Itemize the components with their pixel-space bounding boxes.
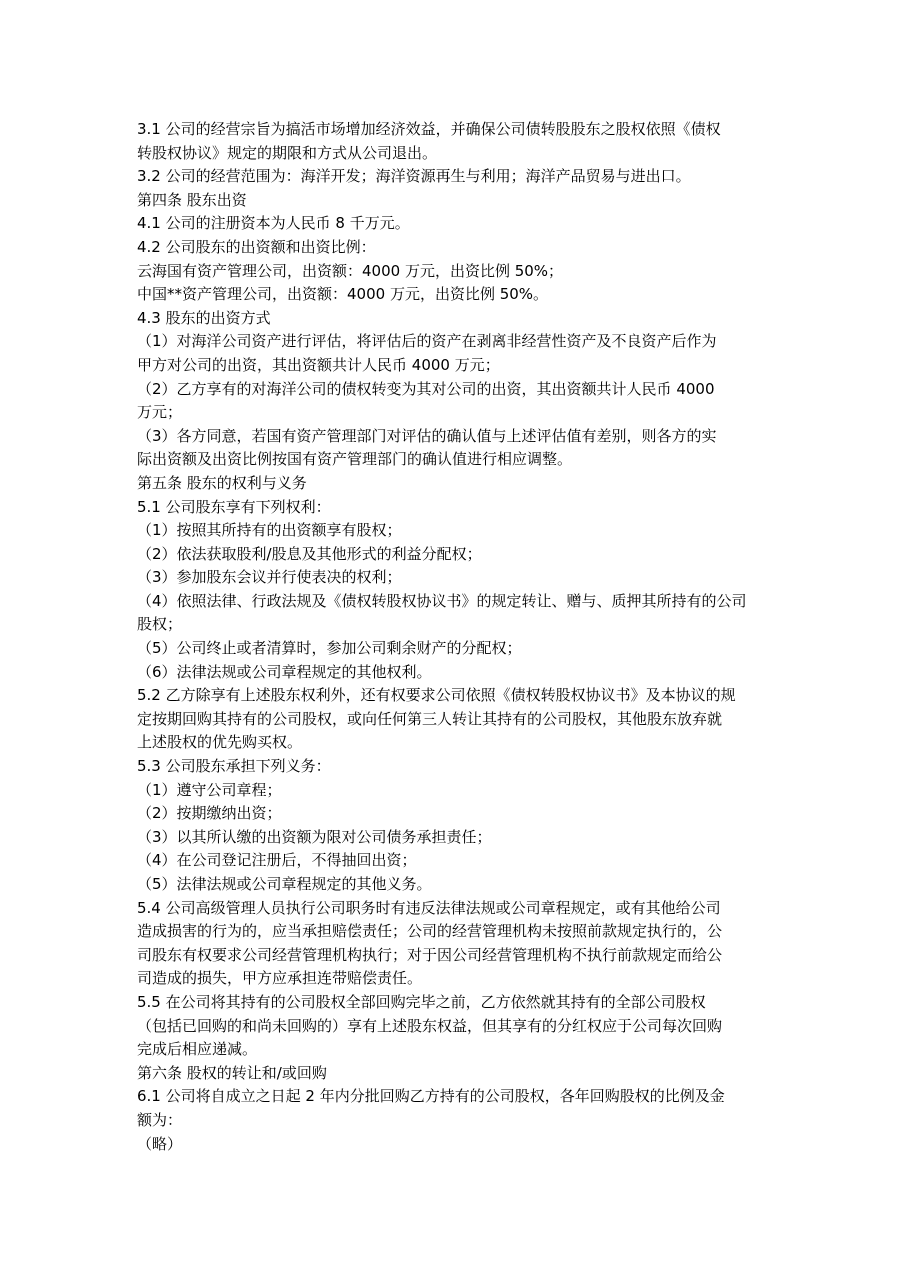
text-line-43: 额为： (137, 1110, 183, 1129)
section-heading-article-6: 第六条 股权的转让和/或回购 (137, 1063, 327, 1082)
text-line-1: 3.1 公司的经营宗旨为搞活市场增加经济效益，并确保公司债转股股东之股权依照《债权 (137, 120, 721, 138)
text-line-23: （5）公司终止或者清算时，参加公司剩余财产的分配权； (137, 639, 522, 658)
text-line-36: 司股东有权要求公司经营管理机构执行；对于因公司经营管理机构不执行前款规定而给公 (137, 945, 723, 964)
text-line-28: 5.3 公司股东承担下列义务： (137, 757, 331, 776)
section-heading-article-4: 第四条 股东出资 (137, 190, 247, 209)
text-line-29: （1）遵守公司章程； (137, 780, 282, 799)
text-line-34: 5.4 公司高级管理人员执行公司职务时有违反法律法规或公司章程规定，或有其他给公司 (137, 898, 721, 917)
text-line-44: （略） (137, 1134, 183, 1153)
section-heading-article-5: 第五条 股东的权利与义务 (137, 473, 307, 492)
text-line-8: 中国**资产管理公司，出资额：4000 万元，出资比例 50%。 (137, 285, 549, 304)
text-line-5: 4.1 公司的注册资本为人民币 8 千万元。 (137, 214, 410, 233)
text-line-30: （2）按期缴纳出资； (137, 804, 282, 823)
text-line-19: （2）依法获取股利/股息及其他形式的利益分配权； (137, 544, 482, 563)
text-line-32: （4）在公司登记注册后，不得抽回出资； (137, 851, 417, 870)
text-line-39: （包括已回购的和尚未回购的）享有上述股东权益，但其享有的分红权应于公司每次回购 (137, 1016, 723, 1035)
text-line-7: 云海国有资产管理公司，出资额：4000 万元，出资比例 50%； (137, 261, 564, 280)
text-line-15: 际出资额及出资比例按国有资产管理部门的确认值进行相应调整。 (137, 450, 573, 469)
text-line-3: 3.2 公司的经营范围为：海洋开发；海洋资源再生与利用；海洋产品贸易与进出口。 (137, 167, 691, 186)
text-line-33: （5）法律法规或公司章程规定的其他义务。 (137, 875, 432, 893)
text-line-20: （3）参加股东会议并行使表决的权利； (137, 568, 402, 587)
text-line-31: （3）以其所认缴的出资额为限对公司债务承担责任； (137, 827, 492, 846)
text-line-37: 司造成的损失，甲方应承担连带赔偿责任。 (137, 969, 423, 988)
text-line-40: 完成后相应递减。 (137, 1040, 258, 1059)
text-line-25: 5.2 乙方除享有上述股东权利外，还有权要求公司依照《债权转股权协议书》及本协议的规 (137, 686, 736, 705)
document-body (137, 118, 777, 1156)
text-line-38: 5.5 在公司将其持有的公司股权全部回购完毕之前，乙方依然就其持有的全部公司股权 (137, 992, 706, 1011)
text-line-24: （6）法律法规或公司章程规定的其他权利。 (137, 662, 432, 681)
text-line-9: 4.3 股东的出资方式 (137, 308, 271, 327)
text-line-26: 定按期回购其持有的公司股权，或向任何第三人转让其持有的公司股权，其他股东放弃就 (137, 709, 723, 728)
text-line-17: 5.1 公司股东享有下列权利： (137, 497, 331, 516)
text-line-42: 6.1 公司将自成立之日起 2 年内分批回购乙方持有的公司股权，各年回购股权的比例及金 (137, 1087, 725, 1106)
text-line-2: 转股权协议》规定的期限和方式从公司退出。 (137, 143, 438, 162)
text-line-11: 甲方对公司的出资，其出资额共计人民币 4000 万元； (137, 355, 500, 374)
text-line-18: （1）按照其所持有的出资额享有股权； (137, 521, 402, 540)
text-line-14: （3）各方同意，若国有资产管理部门对评估的确认值与上述评估值有差别，则各方的实 (137, 426, 717, 445)
text-line-35: 造成损害的行为的，应当承担赔偿责任；公司的经营管理机构未按照前款规定执行的，公 (137, 922, 723, 941)
text-line-21: （4）依照法律、行政法规及《债权转股权协议书》的规定转让、赠与、质押其所持有的公司 (137, 591, 747, 610)
text-line-12: （2）乙方享有的对海洋公司的债权转变为其对公司的出资，其出资额共计人民币 4000 (137, 379, 715, 398)
text-line-13: 万元； (137, 403, 183, 422)
text-line-27: 上述股权的优先购买权。 (137, 733, 303, 752)
text-line-10: （1）对海洋公司资产进行评估，将评估后的资产在剥离非经营性资产及不良资产后作为 (137, 332, 717, 351)
text-line-6: 4.2 公司股东的出资额和出资比例： (137, 237, 376, 256)
text-line-22: 股权； (137, 615, 183, 634)
